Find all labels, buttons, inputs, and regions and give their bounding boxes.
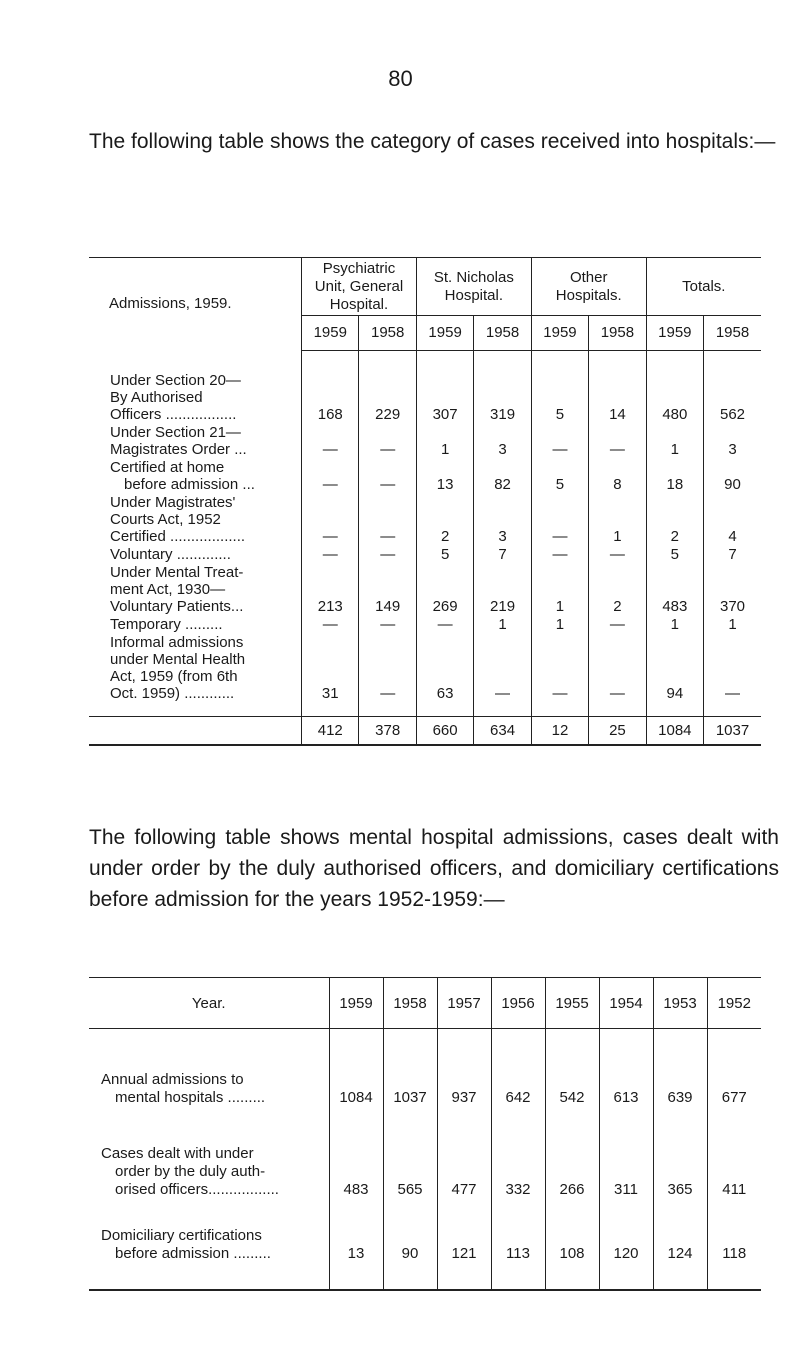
table-row (89, 1201, 761, 1290)
cell-value: 1084 (329, 1029, 383, 1110)
year-header: 1959 (302, 316, 359, 351)
cell-value: 5 (531, 459, 588, 494)
intro-paragraph-2: The following table shows mental hospital admissions, cases dealt with under order by the duly authorised officers, and domiciliary certifications before admission for the years 1952-1959:— (89, 826, 779, 911)
cell-value: 5 (416, 546, 473, 564)
cell-value: — (359, 634, 416, 703)
cell-value: 483 (329, 1109, 383, 1201)
cell-value: 1 (531, 564, 588, 616)
cell-value: — (302, 616, 359, 634)
label-line: Domiciliary certifications (101, 1227, 262, 1244)
row-label (89, 634, 302, 703)
year-header: 1958 (359, 316, 416, 351)
label-line: Act, 1959 (from 6th (110, 668, 238, 685)
cell-value: 120 (599, 1201, 653, 1290)
label-line: Temporary ......... (110, 616, 223, 633)
cell-value: 213 (302, 564, 359, 616)
cell-value: 13 (329, 1201, 383, 1290)
year-header: 1955 (545, 978, 599, 1029)
label-line: Voluntary ............. (110, 546, 231, 563)
year-header: 1958 (383, 978, 437, 1029)
label-line: orised officers................. (115, 1181, 279, 1198)
table-row (89, 372, 761, 424)
total-value: 12 (531, 717, 588, 746)
row-label (89, 564, 302, 616)
table-row (89, 424, 761, 459)
table-row (89, 634, 761, 703)
cell-value: 5 (531, 372, 588, 424)
admissions-category-table (89, 257, 761, 746)
label-line: ment Act, 1930— (110, 581, 226, 598)
cell-value: — (359, 616, 416, 634)
cell-value: — (725, 685, 741, 702)
year-header: 1958 (704, 316, 761, 351)
label-line: Certified at home (110, 459, 225, 476)
group-header: Psychiatric Unit, General Hospital. (302, 258, 417, 316)
total-value: 412 (302, 717, 359, 746)
row-label (89, 459, 302, 494)
label-line: Under Section 21— (110, 424, 241, 441)
group-header: St. Nicholas Hospital. (416, 258, 531, 316)
cell-value: 1 (531, 616, 588, 634)
cell-value: 677 (721, 1089, 747, 1106)
cell-value: 937 (437, 1029, 491, 1110)
cell-value: — (531, 494, 588, 546)
row-label (89, 494, 302, 546)
cell-value: 219 (474, 564, 531, 616)
year-header: 1953 (653, 978, 707, 1029)
label-line: under Mental Health (110, 651, 246, 668)
cell-value: 3 (474, 424, 531, 459)
label-line: Courts Act, 1952 (110, 511, 221, 528)
cell-value: 1 (646, 424, 703, 459)
cell-value: — (531, 546, 588, 564)
label-line: Voluntary Patients... (110, 598, 244, 615)
total-value: 25 (589, 717, 646, 746)
total-value: 1084 (646, 717, 703, 746)
cell-value: 14 (589, 372, 646, 424)
cell-value: — (359, 424, 416, 459)
cell-value: 3 (474, 494, 531, 546)
cell-value: 542 (545, 1029, 599, 1110)
cell-value: 90 (383, 1201, 437, 1290)
row-label (89, 372, 302, 424)
cell-value: 613 (599, 1029, 653, 1110)
cell-value: 8 (589, 459, 646, 494)
cell-value: 311 (599, 1109, 653, 1201)
cell-value: 82 (474, 459, 531, 494)
page-number: 80 (388, 66, 413, 91)
label-line: Informal admissions (110, 634, 244, 651)
cell-value: 370 (720, 598, 746, 615)
cell-value: 94 (646, 634, 703, 703)
year-header: 1959 (329, 978, 383, 1029)
year-header: 1959 (531, 316, 588, 351)
year-header: 1959 (646, 316, 703, 351)
cell-value: — (302, 494, 359, 546)
admissions-by-year-table (89, 977, 761, 1291)
cell-value: — (589, 546, 646, 564)
year-header: 1952 (707, 978, 761, 1029)
cell-value: — (302, 424, 359, 459)
row-label (89, 424, 302, 459)
cell-value: 90 (724, 476, 741, 493)
total-value: 660 (416, 717, 473, 746)
cell-value: 121 (437, 1201, 491, 1290)
cell-value: — (531, 634, 588, 703)
cell-value: 168 (302, 372, 359, 424)
cell-value: — (589, 634, 646, 703)
cell-value: 480 (646, 372, 703, 424)
cell-value: 1 (728, 616, 737, 633)
row-label (89, 616, 302, 634)
cell-value: 562 (720, 406, 746, 423)
cell-value: 2 (646, 494, 703, 546)
cell-value: 3 (728, 441, 737, 458)
cell-value: 477 (437, 1109, 491, 1201)
table-row (89, 1029, 761, 1110)
cell-value: 63 (416, 634, 473, 703)
cell-value: 108 (545, 1201, 599, 1290)
label-line: Cases dealt with under (101, 1145, 254, 1162)
year-header: 1958 (474, 316, 531, 351)
label-line: Officers ................. (110, 406, 237, 423)
total-value: 1037 (704, 717, 761, 746)
year-header: 1957 (437, 978, 491, 1029)
label-line: before admission ... (124, 476, 255, 493)
cell-value: 7 (474, 546, 531, 564)
label-line: By Authorised (110, 389, 203, 406)
cell-value: 5 (646, 546, 703, 564)
cell-value: 266 (545, 1109, 599, 1201)
cell-value: 1 (474, 616, 531, 634)
cell-value: 483 (646, 564, 703, 616)
year-header: 1954 (599, 978, 653, 1029)
cell-value: 113 (491, 1201, 545, 1290)
group-header: Other Hospitals. (531, 258, 646, 316)
label-line: order by the duly auth- (115, 1163, 266, 1180)
row-label (89, 1029, 329, 1110)
cell-value: 639 (653, 1029, 707, 1110)
cell-value: — (359, 459, 416, 494)
cell-value: 1037 (383, 1029, 437, 1110)
cell-value: — (589, 424, 646, 459)
table-row (89, 1109, 761, 1201)
cell-value: 124 (653, 1201, 707, 1290)
cell-value: — (589, 616, 646, 634)
table-row (89, 616, 761, 634)
label-line: mental hospitals ......... (115, 1089, 266, 1106)
table-row (89, 546, 761, 564)
label-line: Under Section 20— (110, 372, 241, 389)
cell-value: — (531, 424, 588, 459)
cell-value: 149 (359, 564, 416, 616)
table2-corner-header: Year. (89, 978, 329, 1029)
table-row (89, 494, 761, 546)
cell-value: — (359, 546, 416, 564)
intro-paragraph-1: The following table shows the category of cases received into hospitals:— (89, 130, 776, 153)
total-value: 378 (359, 717, 416, 746)
cell-value: 229 (359, 372, 416, 424)
cell-value: 13 (416, 459, 473, 494)
label-line: before admission ......... (115, 1245, 271, 1262)
cell-value: 2 (589, 564, 646, 616)
row-label (89, 546, 302, 564)
year-header: 1959 (416, 316, 473, 351)
cell-value: 2 (416, 494, 473, 546)
cell-value: 642 (491, 1029, 545, 1110)
cell-value: 1 (416, 424, 473, 459)
cell-value: 307 (416, 372, 473, 424)
totals-row (89, 717, 761, 746)
row-label (89, 1109, 329, 1201)
cell-value: — (302, 546, 359, 564)
cell-value: 319 (474, 372, 531, 424)
table-row (89, 459, 761, 494)
cell-value: 269 (416, 564, 473, 616)
label-line: Annual admissions to (101, 1071, 244, 1088)
cell-value: 7 (728, 546, 737, 563)
label-line: Oct. 1959) ............ (110, 685, 235, 702)
cell-value: 118 (722, 1245, 747, 1262)
group-header: Totals. (682, 277, 726, 295)
cell-value: 18 (646, 459, 703, 494)
cell-value: — (302, 459, 359, 494)
cell-value: 565 (383, 1109, 437, 1201)
label-line: Under Magistrates' (110, 494, 236, 511)
cell-value: 4 (728, 528, 737, 545)
year-header: 1956 (491, 978, 545, 1029)
cell-value: 1 (646, 616, 703, 634)
cell-value: 332 (491, 1109, 545, 1201)
row-label (89, 1201, 329, 1290)
table-row (89, 564, 761, 616)
cell-value: — (416, 616, 473, 634)
year-header: 1958 (589, 316, 646, 351)
cell-value: — (359, 494, 416, 546)
cell-value: 411 (722, 1181, 747, 1198)
cell-value: 1 (589, 494, 646, 546)
label-line: Certified .................. (110, 528, 246, 545)
table1-corner-header: Admissions, 1959. (89, 258, 302, 351)
cell-value: 31 (302, 634, 359, 703)
label-line: Under Mental Treat- (110, 564, 244, 581)
total-value: 634 (474, 717, 531, 746)
label-line: Magistrates Order ... (110, 441, 247, 458)
cell-value: 365 (653, 1109, 707, 1201)
cell-value: — (474, 634, 531, 703)
